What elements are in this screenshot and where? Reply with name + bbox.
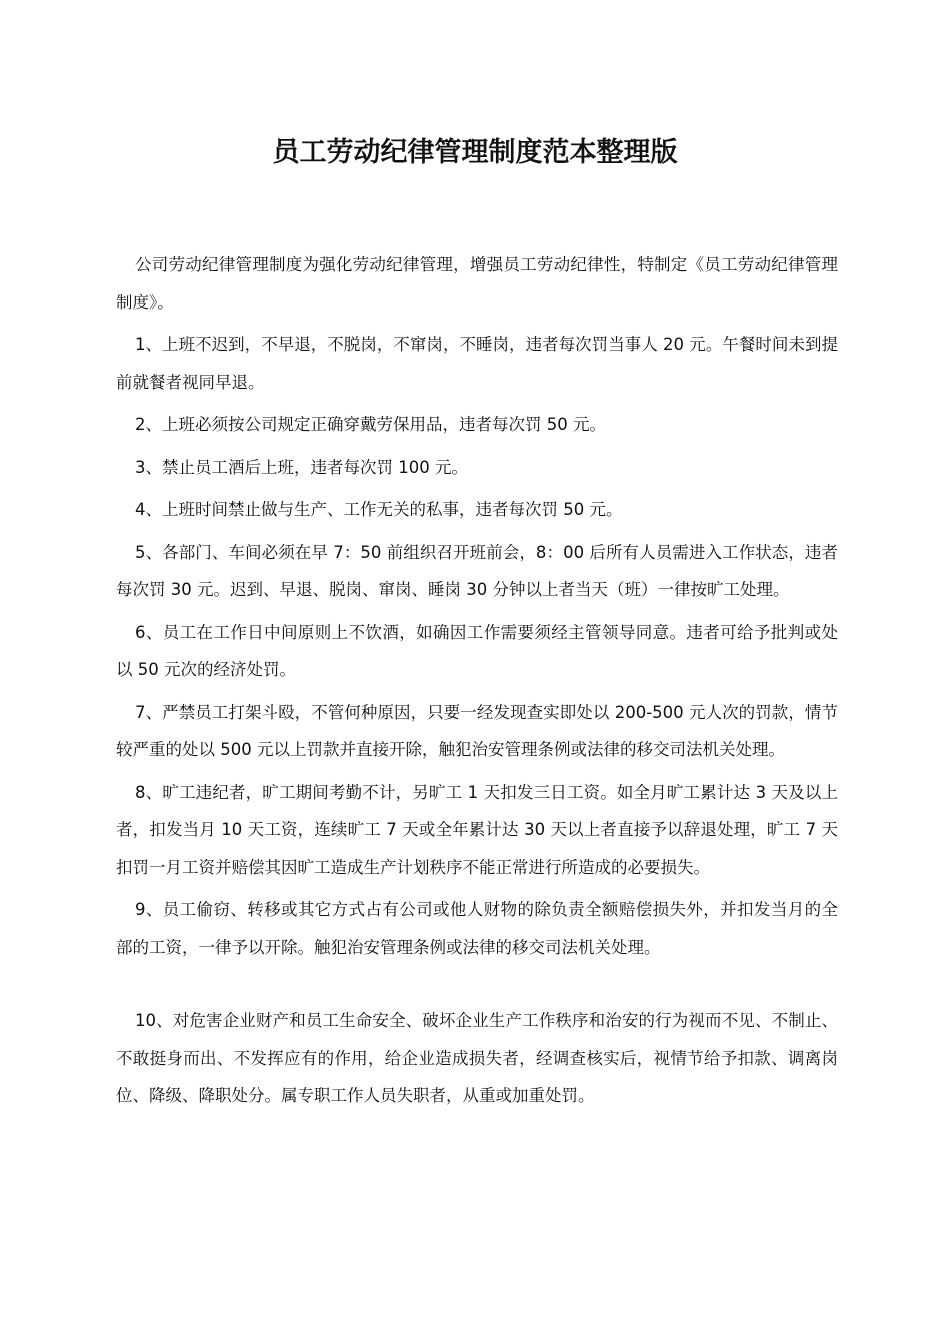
- rule-5-paragraph: 5、各部门、车间必须在早 7：50 前组织召开班前会，8：00 后所有人员需进入工作状态，违者每次罚 30 元。迟到、早退、脱岗、窜岗、睡岗 30 分钟以上者当天（班）一律按旷工处理。: [116, 542, 838, 599]
- rule-8-paragraph: 8、旷工违纪者，旷工期间考勤不计，另旷工 1 天扣发三日工资。如全月旷工累计达 3 天及以上者，扣发当月 10 天工资，连续旷工 7 天或全年累计达 30 天以上者直接予以辞退处理，旷工 7 天扣罚一月工资并赔偿其因旷工造成生产计划秩序不能正常进行所造成的必要损失。: [116, 782, 838, 877]
- rule-6-paragraph: 6、员工在工作日中间原则上不饮酒，如确因工作需要须经主管领导同意。违者可给予批判或处以 50 元次的经济处罚。: [116, 622, 838, 679]
- document-body: [116, 246, 838, 1120]
- document-title: 员工劳动纪律管理制度范本整理版: [272, 137, 678, 168]
- rule-1-paragraph: 1、上班不迟到，不早退，不脱岗，不窜岗，不睡岗，违者每次罚当事人 20 元。午餐时间未到提前就餐者视同早退。: [116, 335, 838, 392]
- rule-9-paragraph: 9、员工偷窃、转移或其它方式占有公司或他人财物的除负责全额赔偿损失外，并扣发当月的全部的工资，一律予以开除。触犯治安管理条例或法律的移交司法机关处理。: [116, 900, 838, 957]
- rule-3-paragraph: 3、禁止员工酒后上班，违者每次罚 100 元。: [135, 457, 468, 477]
- rule-4-paragraph: 4、上班时间禁止做与生产、工作无关的私事，违者每次罚 50 元。: [135, 500, 623, 519]
- rule-10-paragraph: 10、对危害企业财产和员工生命安全、破坏企业生产工作秩序和治安的行为视而不见、不制止、不敢挺身而出、不发挥应有的作用，给企业造成损失者，经调查核实后，视情节给予扣款、调离岗位、降级、降职处分。属专职工作人员失职者，从重或加重处罚。: [116, 1011, 838, 1105]
- rule-7-paragraph: 7、严禁员工打架斗殴，不管何种原因，只要一经发现查实即处以 200-500 元人次的罚款，情节较严重的处以 500 元以上罚款并直接开除，触犯治安管理条例或法律的移交司法机关处理。: [116, 702, 838, 759]
- rule-2-paragraph: 2、上班必须按公司规定正确穿戴劳保用品，违者每次罚 50 元。: [135, 415, 606, 434]
- intro-paragraph: 公司劳动纪律管理制度为强化劳动纪律管理，增强员工劳动纪律性，特制定《员工劳动纪律管理制度》。: [116, 255, 838, 312]
